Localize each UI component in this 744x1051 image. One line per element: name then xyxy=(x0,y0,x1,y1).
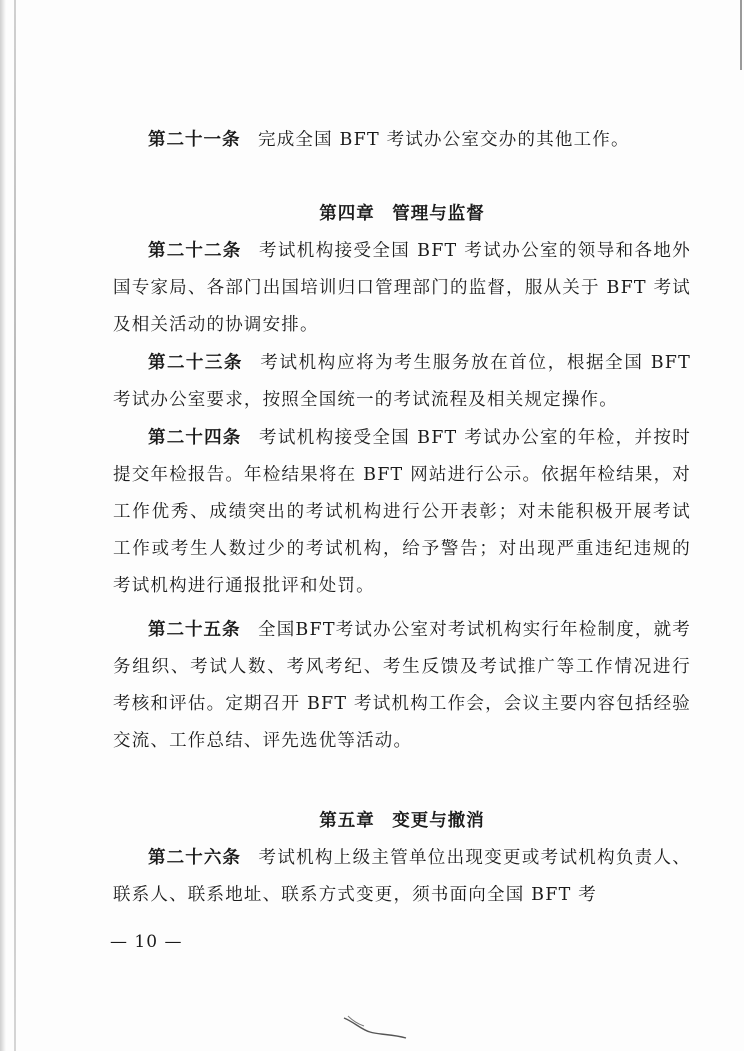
article-label: 第二十四条 xyxy=(148,428,242,448)
article-23 xyxy=(113,345,691,419)
article-text: 完成全国 BFT 考试办公室交办的其他工作。 xyxy=(258,130,630,150)
article-label: 第二十六条 xyxy=(148,848,242,868)
article-text: 全国BFT考试办公室对考试机构实行年检制度，就考务组织、考试人数、考风考纪、考生反馈及考试推广等工作情况进行考核和评估。定期召开 BFT 考试机构工作会，会议主要内容包括经验交流、工作总结、评先选优等活动。 xyxy=(113,620,692,751)
scan-edge-mark xyxy=(740,0,742,70)
article-21 xyxy=(113,122,691,159)
chapter-title: 变更与撤消 xyxy=(392,811,485,831)
article-text: 考试机构上级主管单位出现变更或考试机构负责人、联系人、联系地址、联系方式变更，须书面向全国 BFT 考 xyxy=(113,848,692,905)
article-25 xyxy=(113,612,691,760)
chapter-4-heading xyxy=(113,196,691,233)
article-22 xyxy=(113,233,691,344)
chapter-number: 第四章 xyxy=(319,204,375,224)
chapter-title: 管理与监督 xyxy=(392,204,485,224)
article-label: 第二十三条 xyxy=(148,353,243,373)
chapter-number: 第五章 xyxy=(319,811,375,831)
article-text: 考试机构接受全国 BFT 考试办公室的年检，并按时提交年检报告。年检结果将在 BFT 网站进行公示。依据年检结果，对工作优秀、成绩突出的考试机构进行公开表彰；对未能积极开展考试工作或考生人数过少的考试机构，给予警告；对出现严重违纪违规的考试机构进行通报批评和处罚。 xyxy=(113,428,691,596)
article-text: 考试机构应将为考生服务放在首位，根据全国 BFT 考试办公室要求，按照全国统一的考试流程及相关规定操作。 xyxy=(113,353,692,410)
chapter-5-heading xyxy=(113,803,691,840)
scan-binding-line xyxy=(14,0,16,1051)
page-number: — 10 — xyxy=(110,932,183,952)
article-label: 第二十二条 xyxy=(148,241,242,261)
article-26 xyxy=(113,840,691,914)
article-24 xyxy=(113,420,691,605)
article-label: 第二十五条 xyxy=(148,620,241,640)
article-label: 第二十一条 xyxy=(148,130,241,150)
scan-shadow xyxy=(0,0,6,1051)
scan-smudge-mark xyxy=(340,1012,410,1042)
article-text: 考试机构接受全国 BFT 考试办公室的领导和各地外国专家局、各部门出国培训归口管理部门的监督，服从关于 BFT 考试及相关活动的协调安排。 xyxy=(113,241,691,335)
